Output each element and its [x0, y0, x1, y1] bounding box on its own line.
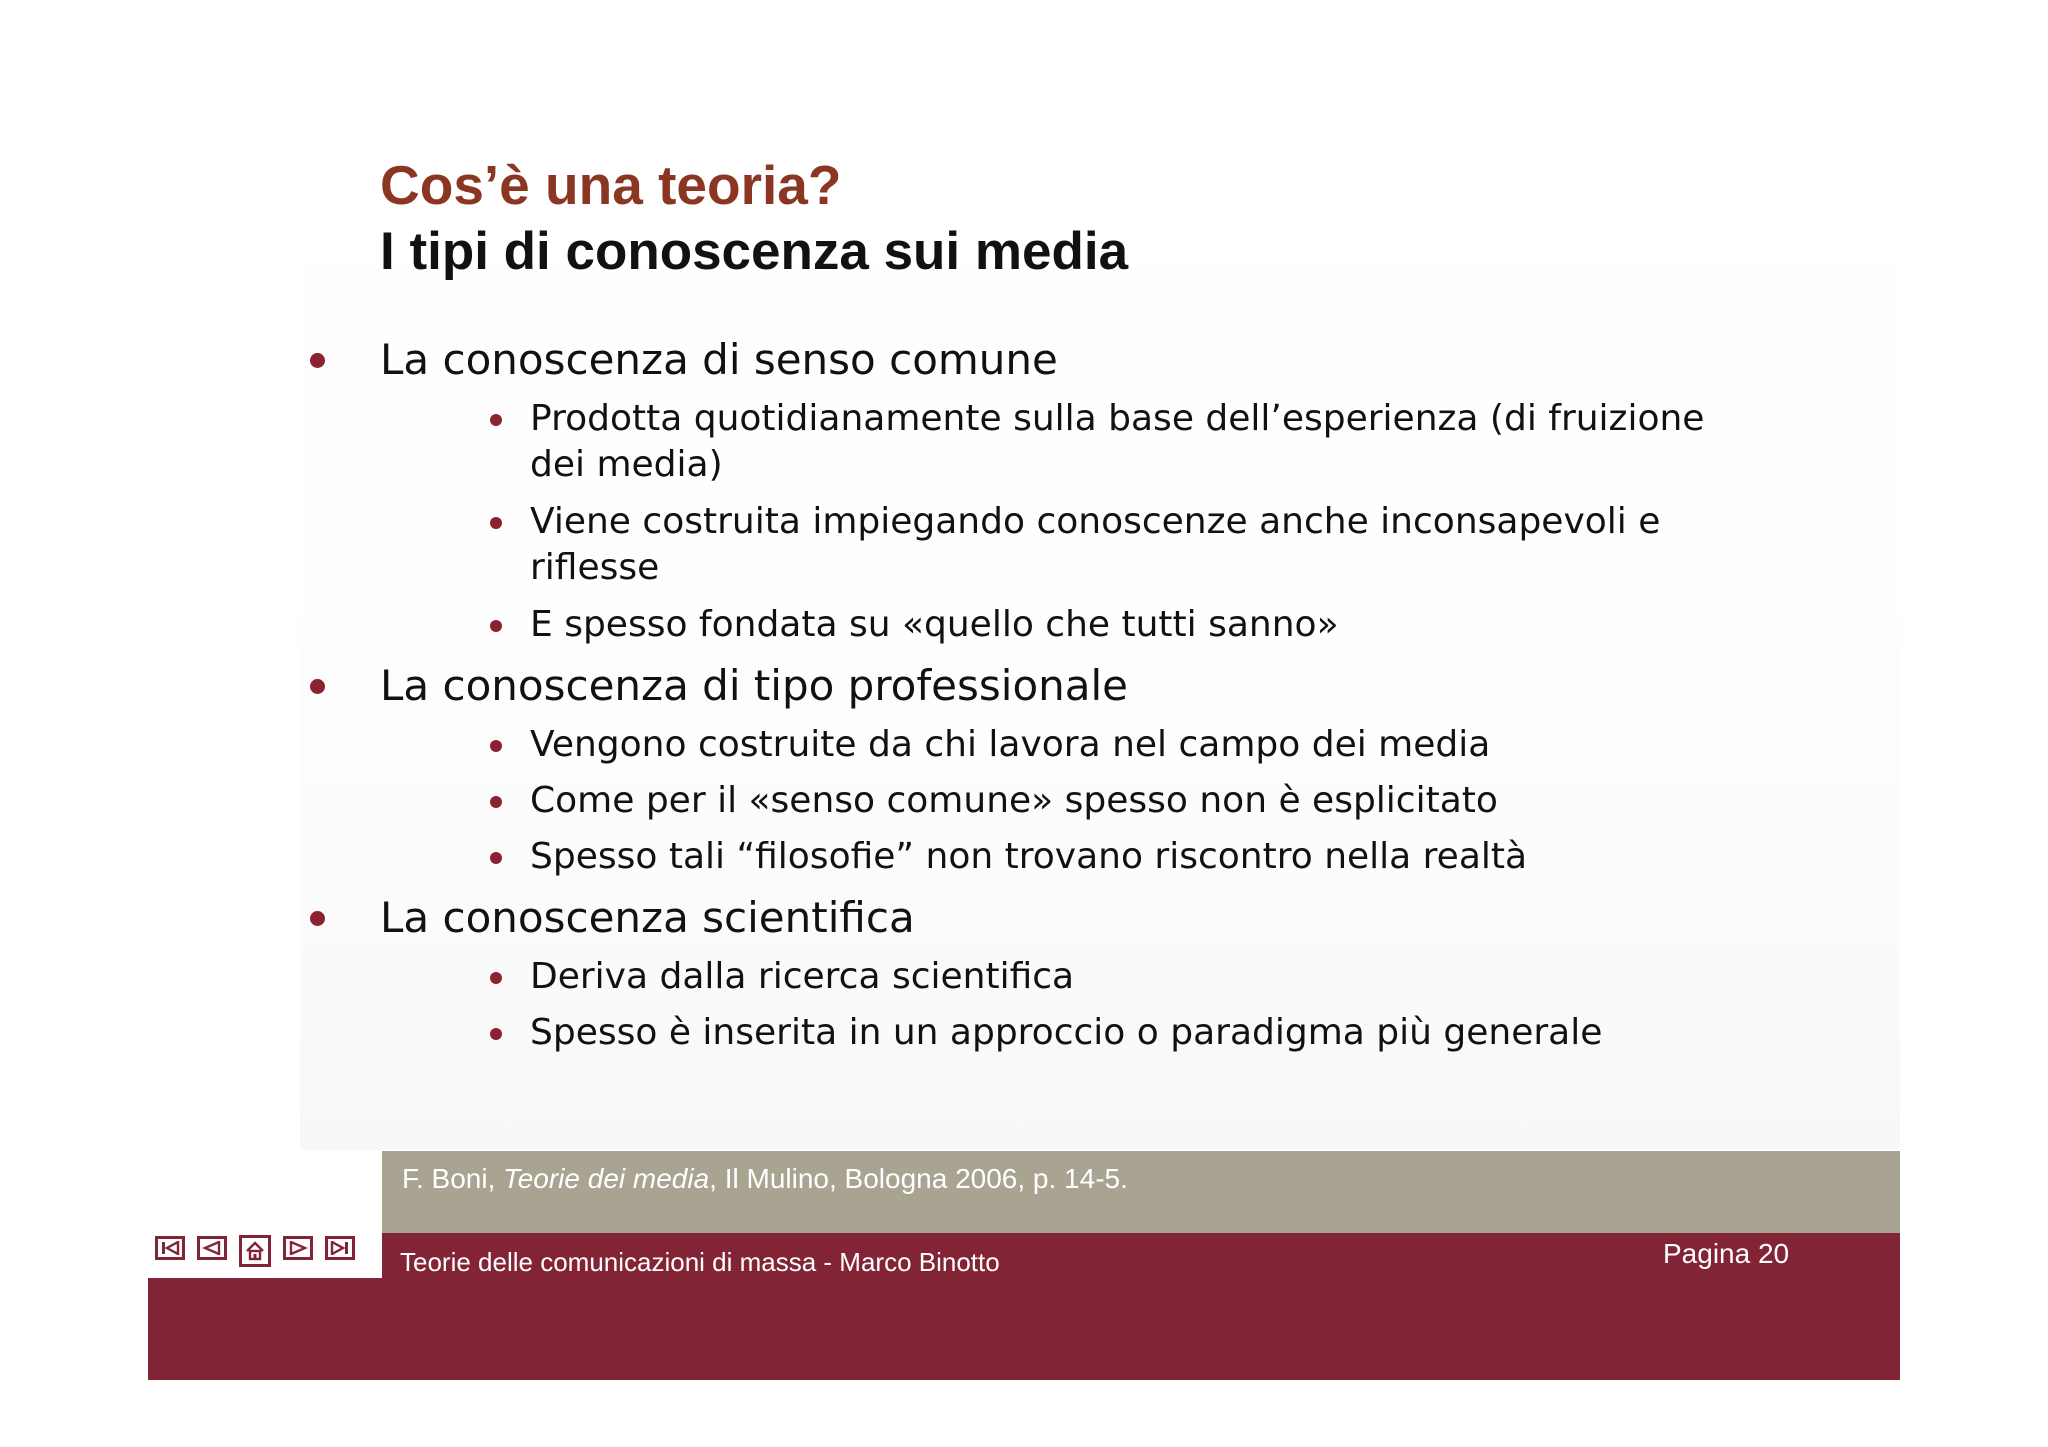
- sub-item-text: Spesso è inserita in un approccio o paradigma più generale: [530, 1012, 1603, 1053]
- sub-item-text: Vengono costruite da chi lavora nel campo dei media: [530, 724, 1491, 765]
- page-number: Pagina 20: [1663, 1238, 1790, 1269]
- reference-publisher: , Il Mulino, Bologna 2006, p. 14-5.: [709, 1163, 1128, 1194]
- sub-item: [530, 499, 1660, 591]
- slide-subtitle: I tipi di conoscenza sui media: [380, 222, 1129, 281]
- list-item-professionale: [380, 658, 1128, 714]
- slide-background: [300, 150, 1900, 1150]
- bullet-dot-icon: [490, 517, 502, 529]
- sub-item: [530, 834, 1527, 880]
- section-heading: La conoscenza scientifica: [380, 893, 915, 942]
- bullet-dot-icon: [490, 972, 502, 984]
- sub-item-text: Viene costruita impiegando conoscenze anche inconsapevoli e: [530, 501, 1661, 542]
- home-icon[interactable]: [239, 1235, 271, 1267]
- bullet-dot-icon: [490, 740, 502, 752]
- bullet-dot-icon: [490, 620, 502, 632]
- bullet-dot-icon: [490, 796, 502, 808]
- section-heading: La conoscenza di tipo professionale: [380, 661, 1129, 710]
- reference-work-title: Teorie dei media: [503, 1163, 710, 1194]
- next-page-icon[interactable]: [283, 1236, 313, 1260]
- sub-item-text: Spesso tali “filosofie” non trovano riscontro nella realtà: [530, 836, 1528, 877]
- sub-item-text-continued: dei media): [530, 444, 723, 485]
- sub-item: [530, 602, 1339, 648]
- slide-navigation: [155, 1233, 355, 1263]
- bullet-dot-icon: [310, 353, 325, 368]
- sub-item: [530, 1010, 1602, 1056]
- reference-bar: [382, 1151, 1900, 1233]
- sub-item: [530, 722, 1490, 768]
- bullet-dot-icon: [310, 911, 325, 926]
- list-item-senso-comune: [380, 332, 1058, 388]
- footer-course-title: Teorie delle comunicazioni di massa - Marco Binotto: [400, 1247, 1000, 1277]
- section-heading: La conoscenza di senso comune: [380, 335, 1058, 384]
- sub-item: [530, 954, 1074, 1000]
- sub-item-text: E spesso fondata su «quello che tutti sanno»: [530, 604, 1339, 645]
- reference-citation: [402, 1163, 1128, 1195]
- sub-item-text-continued: riflesse: [530, 547, 660, 588]
- sub-item-text: Deriva dalla ricerca scientifica: [530, 956, 1075, 997]
- sub-item: [530, 778, 1498, 824]
- bullet-dot-icon: [310, 679, 325, 694]
- last-page-icon[interactable]: [325, 1236, 355, 1260]
- slide-title: Cos’è una teoria?: [380, 154, 842, 216]
- sub-item-text: Prodotta quotidianamente sulla base dell’esperienza (di fruizione: [530, 398, 1705, 439]
- sub-item: [530, 396, 1704, 488]
- previous-page-icon[interactable]: [197, 1236, 227, 1260]
- sub-item-text: Come per il «senso comune» spesso non è esplicitato: [530, 780, 1498, 821]
- first-page-icon[interactable]: [155, 1236, 185, 1260]
- reference-author: F. Boni,: [402, 1163, 504, 1194]
- bullet-dot-icon: [490, 852, 502, 864]
- bullet-dot-icon: [490, 1028, 502, 1040]
- bullet-dot-icon: [490, 414, 502, 426]
- list-item-scientifica: [380, 890, 915, 946]
